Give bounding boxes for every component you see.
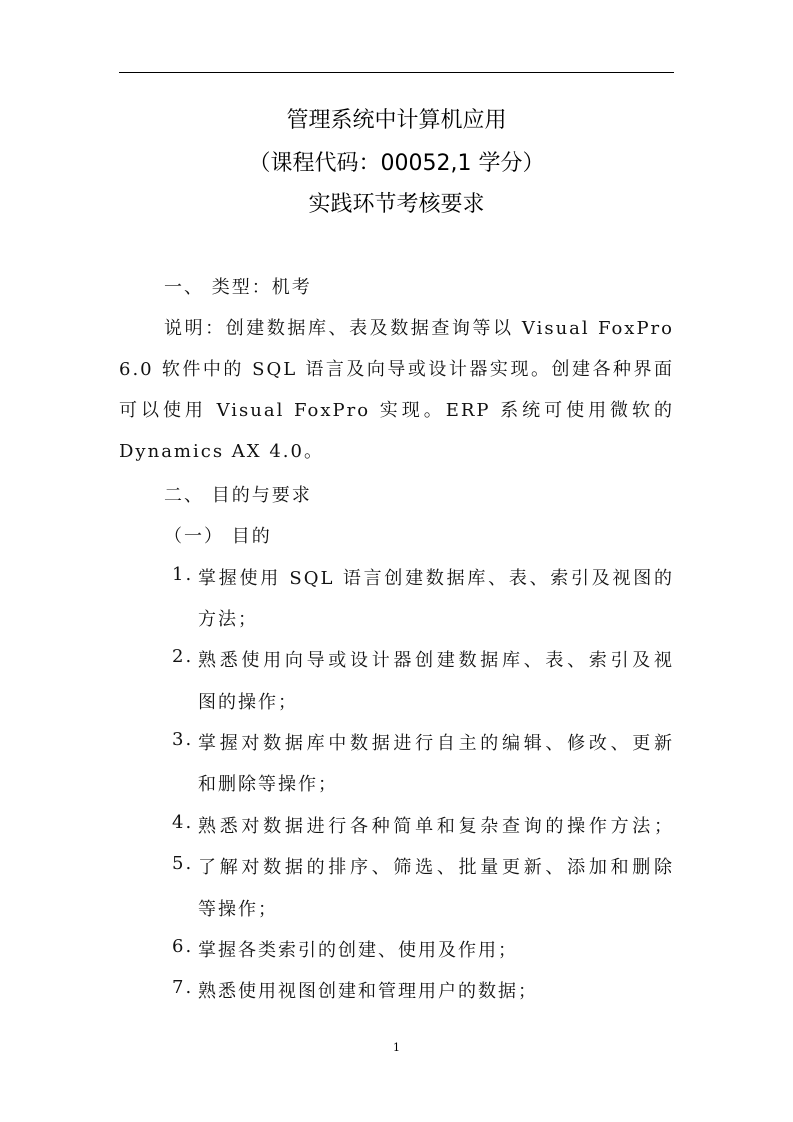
list-item: 了解对数据的排序、筛选、批量更新、添加和删除 (198, 857, 674, 878)
list-item: 掌握对数据库中数据进行自主的编辑、修改、更新 (198, 733, 674, 754)
list-item: 熟悉使用向导或设计器创建数据库、表、索引及视 (198, 650, 674, 671)
list-item: 熟悉对数据进行各种简单和复杂查询的操作方法； (198, 816, 674, 837)
list-item-number: 6. (172, 936, 194, 957)
note-line-1: 说明：创建数据库、表及数据查询等以 Visual FoxPro (164, 318, 674, 339)
list-item: 熟悉使用视图创建和管理用户的数据； (198, 981, 538, 1002)
list-item-number: 3. (172, 729, 194, 750)
list-item-number: 5. (172, 853, 194, 874)
course-code: （课程代码：00052,1 学分） (248, 151, 545, 176)
list-item-number: 2. (172, 646, 194, 667)
document-subtitle: 实践环节考核要求 (308, 192, 485, 217)
section-1-heading: 一、 类型：机考 (164, 277, 312, 298)
page-number: 1 (393, 1041, 400, 1054)
list-item-continuation: 方法； (198, 609, 258, 630)
section-2-heading: 二、 目的与要求 (164, 485, 312, 506)
list-item-number: 4. (172, 812, 194, 833)
list-item: 掌握使用 SQL 语言创建数据库、表、索引及视图的 (198, 568, 674, 589)
list-item-number: 1. (172, 564, 194, 585)
list-item-continuation: 和删除等操作； (198, 774, 338, 795)
list-item-continuation: 图的操作； (198, 692, 298, 713)
list-item-number: 7. (172, 977, 194, 998)
list-item-continuation: 等操作； (198, 899, 278, 920)
note-line-2: 6.0 软件中的 SQL 语言及向导或设计器实现。创建各种界面 (119, 359, 674, 380)
note-line-3: 可以使用 Visual FoxPro 实现。ERP 系统可使用微软的 (119, 400, 674, 421)
document-title: 管理系统中计算机应用 (286, 108, 507, 133)
list-item: 掌握各类索引的创建、使用及作用； (198, 940, 518, 961)
header-rule (119, 72, 674, 73)
sub-heading-purpose: （一） 目的 (164, 526, 272, 547)
note-line-4: Dynamics AX 4.0。 (119, 441, 324, 462)
